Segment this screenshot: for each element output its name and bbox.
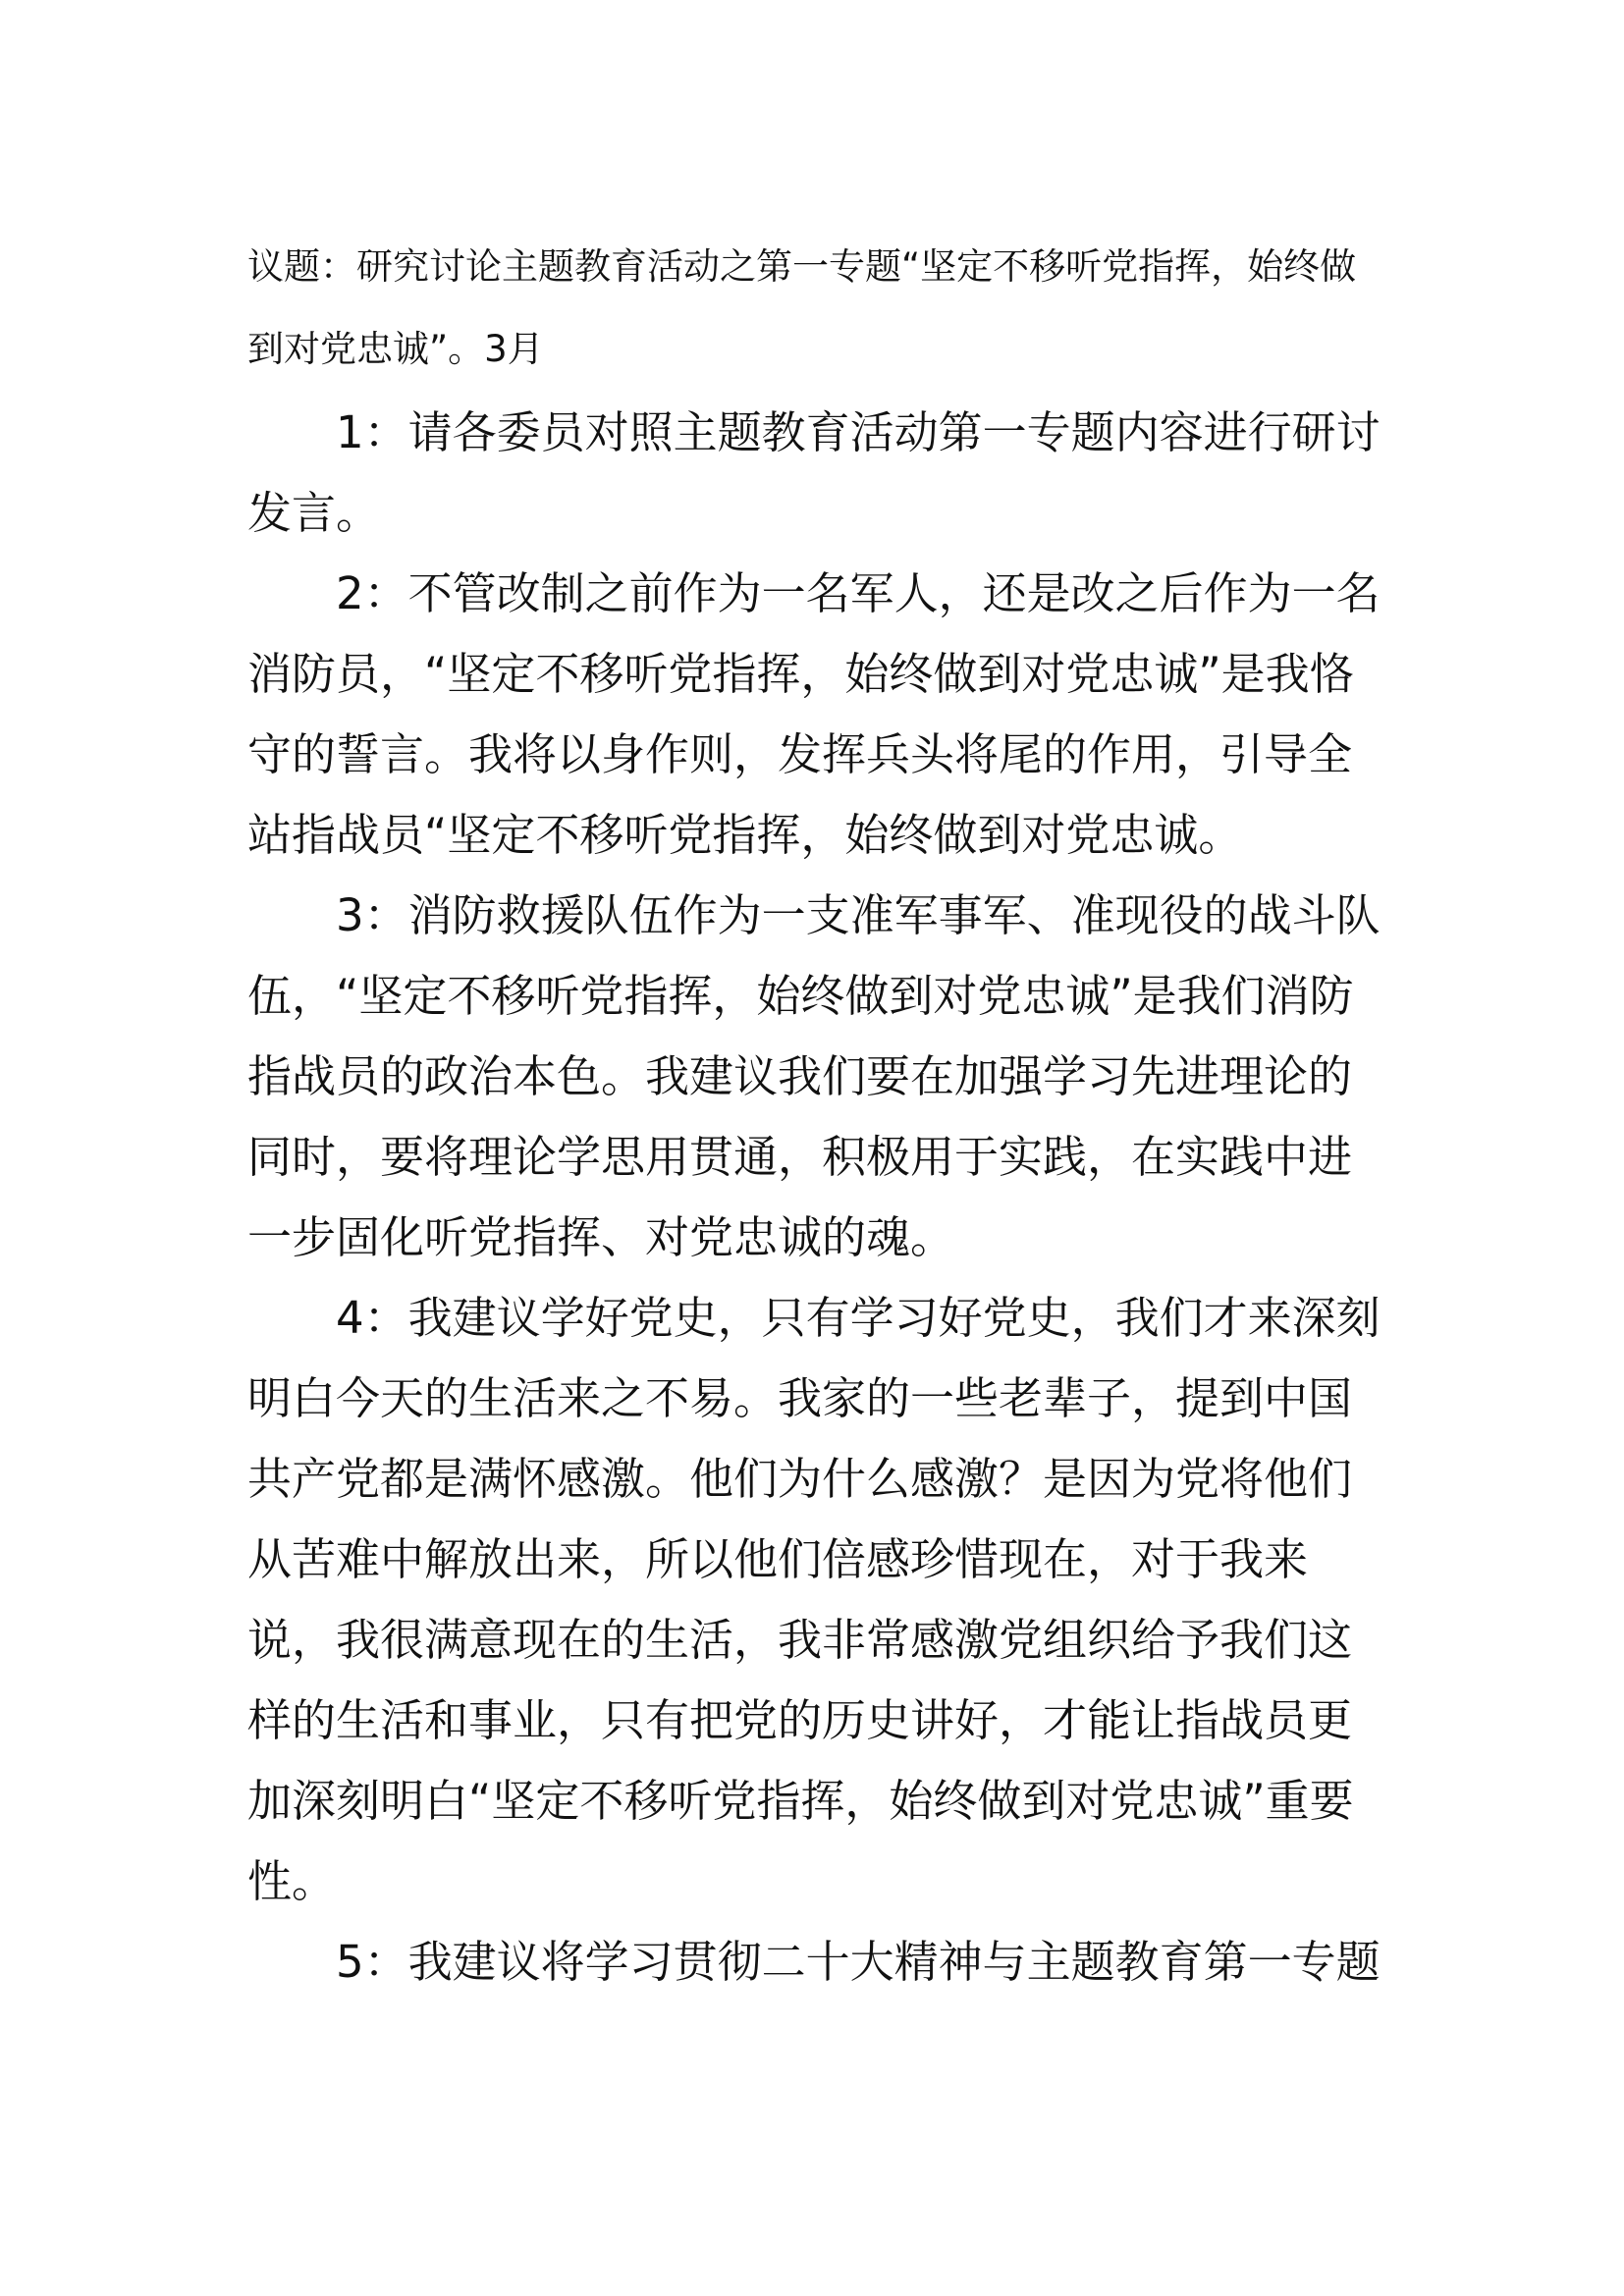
- paragraph-1: 1：请各委员对照主题教育活动第一专题内容进行研讨发言。: [247, 406, 1380, 539]
- paragraph-5: 5：我建议将学习贯彻二十大精神与主题教育第一专题: [336, 1936, 1380, 1988]
- paragraph-2: 2：不管改制之前作为一名军人，还是改之后作为一名消防员，“坚定不移听党指挥，始终做到对党忠诚”是我恪守的誓言。我将以身作则，发挥兵头将尾的作用，引导全站指战员“坚定不移听党指挥，始终做到对党忠诚。: [247, 567, 1380, 861]
- paragraph-3: 3：消防救援队伍作为一支准军事军、准现役的战斗队伍，“坚定不移听党指挥，始终做到对党忠诚”是我们消防指战员的政治本色。我建议我们要在加强学习先进理论的同时，要将理论学思用贯通，积极用于实践，在实践中进一步固化听党指挥、对党忠诚的魂。: [247, 889, 1380, 1263]
- meeting-topic: 议题：研究讨论主题教育活动之第一专题“坚定不移听党指挥，始终做到对党忠诚”。3月: [247, 245, 1357, 370]
- document-body: [247, 393, 1386, 2002]
- paragraph-4: 4：我建议学好党史，只有学习好党史，我们才来深刻明白今天的生活来之不易。我家的一些老辈子，提到中国共产党都是满怀感激。他们为什么感激？是因为党将他们从苦难中解放出来，所以他们倍感珍惜现在，对于我来说，我很满意现在的生活，我非常感激党组织给予我们这样的生活和事业，只有把党的历史讲好，才能让指战员更加深刻明白“坚定不移听党指挥，始终做到对党忠诚”重要性。: [247, 1292, 1380, 1907]
